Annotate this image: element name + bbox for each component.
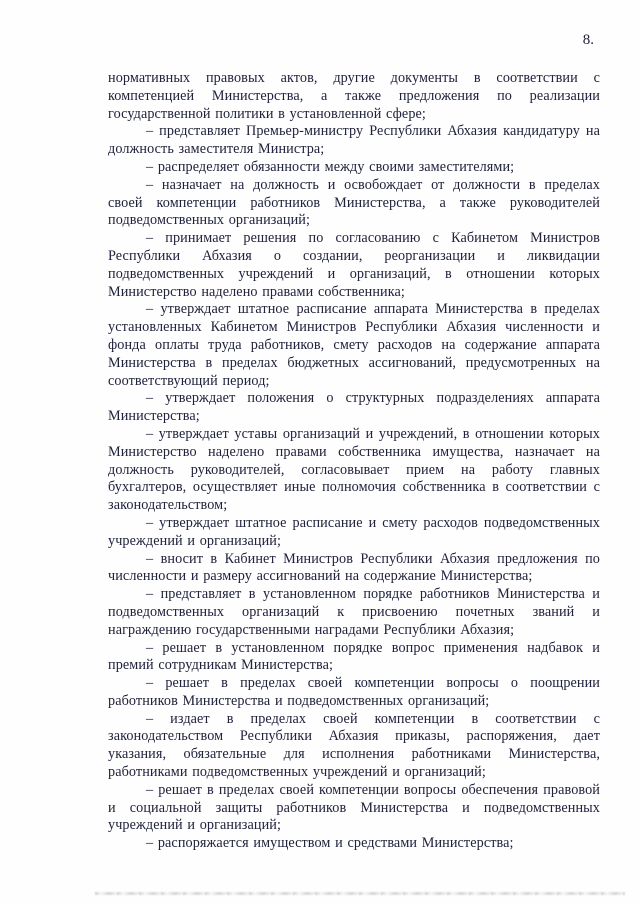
- paragraph: – издает в пределах своей компетенции в соответствии с законодательством Республики Абхазия приказы, распоряжения, дает указания, обязательные для исполнения работниками Министерства, работниками подведомственных учреждений и организаций;: [108, 710, 600, 781]
- scan-artifact: [95, 892, 625, 895]
- paragraph: – представляет в установленном порядке работников Министерства и подведомственных организаций к присвоению почетных званий и награждению государственными наградами Республики Абхазия;: [108, 586, 600, 638]
- paragraph-continuation: нормативных правовых актов, другие документы в соответствии с компетенцией Министерства, а также предложения по реализации государственной политики в установленной сфере;: [108, 70, 600, 122]
- paragraph: – принимает решения по согласованию с Кабинетом Министров Республики Абхазия о создании, реорганизации и ликвидации подведомственных учреждений и организаций, в отношении которых Министерство наделено правами собственника;: [108, 230, 600, 300]
- paragraph: – назначает на должность и освобождает от должности в пределах своей компетенции работников Министерства, а также руководителей подведомственных организаций;: [108, 176, 600, 229]
- paragraph: – решает в установленном порядке вопрос применения надбавок и премий сотрудникам Министерства;: [108, 639, 600, 674]
- page-number: 8.: [582, 32, 594, 48]
- paragraph: – представляет Премьер-министру Республики Абхазия кандидатуру на должность заместителя Министра;: [108, 123, 600, 158]
- paragraph: – утверждает штатное расписание аппарата Министерства в пределах установленных Кабинетом Министров Республики Абхазия численности и фонда оплаты труда работников, смету расходов на содержание аппарата Министерства в пределах бюджетных ассигнований, предусмотренных на соответствующий период;: [108, 301, 600, 389]
- paragraph: – распоряжается имуществом и средствами Министерства;: [146, 835, 514, 852]
- paragraph: – решает в пределах своей компетенции вопросы обеспечения правовой и социальной защиты работников Министерства и подведомственных учреждений и организаций;: [108, 781, 600, 834]
- paragraph: – утверждает уставы организаций и учреждений, в отношении которых Министерство наделено правами собственника имущества, назначает на должность руководителей, согласовывает прием на работу главных бухгалтеров, осуществляет иные полномочия собственника в соответствии с законодательством;: [108, 425, 600, 514]
- paragraph: – утверждает положения о структурных подразделениях аппарата Министерства;: [108, 390, 600, 425]
- paragraph: – утверждает штатное расписание и смету расходов подведомственных учреждений и организаций;: [108, 514, 600, 549]
- paragraph: – распределяет обязанности между своими заместителями;: [146, 158, 515, 175]
- paragraph: – вносит в Кабинет Министров Республики Абхазия предложения по численности и размеру ассигнований на содержание Министерства;: [108, 550, 600, 585]
- document-body: [108, 70, 600, 853]
- paragraph: – решает в пределах своей компетенции вопросы о поощрении работников Министерства и подведомственных организаций;: [108, 675, 600, 709]
